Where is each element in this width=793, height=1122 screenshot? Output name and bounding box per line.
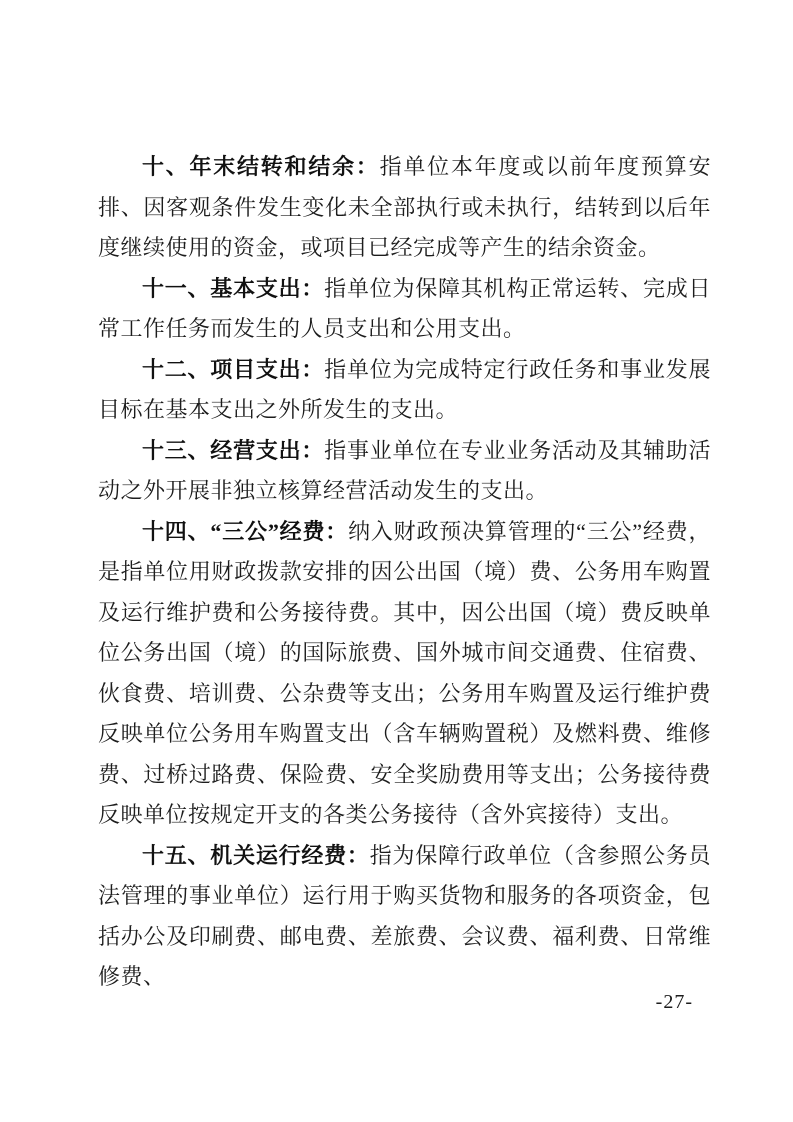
definition-paragraph (98, 431, 711, 512)
definition-paragraph (98, 512, 711, 836)
term-label: 十、年末结转和结余： (142, 154, 380, 179)
document-body (98, 147, 711, 998)
term-label: 十一、基本支出： (142, 275, 325, 301)
definition-paragraph (98, 269, 711, 350)
page-number: -27- (655, 991, 693, 1013)
definition-text: 指单位为保障其机构正常运转、完成日常工作任务而发生的人员支出和公用支出。 (98, 275, 711, 341)
term-label: 十三、经营支出： (142, 437, 325, 463)
definition-text: 指为保障行政单位（含参照公务员法管理的事业单位）运行用于购买货物和服务的各项资金，包括办公及印刷费、邮电费、差旅费、会议费、福利费、日常维修费、 (98, 842, 711, 989)
definition-paragraph (98, 147, 711, 269)
term-label: 十二、项目支出： (142, 356, 325, 382)
definition-paragraph (98, 836, 711, 998)
definition-text: 纳入财政预决算管理的“三公”经费，是指单位用财政拨款安排的因公出国（境）费、公务用车购置及运行维护费和公务接待费。其中，因公出国（境）费反映单位公务出国（境）的国际旅费、国外城市间交通费、住宿费、伙食费、培训费、公杂费等支出；公务用车购置及运行维护费反映单位公务用车购置支出（含车辆购置税）及燃料费、维修费、过桥过路费、保险费、安全奖励费用等支出；公务接待费反映单位按规定开支的各类公务接待（含外宾接待）支出。 (98, 518, 711, 827)
term-label: 十四、“三公”经费： (142, 518, 349, 544)
definition-text: 指单位本年度或以前年度预算安排、因客观条件发生变化未全部执行或未执行，结转到以后年度继续使用的资金，或项目已经完成等产生的结余资金。 (98, 154, 711, 260)
definition-paragraph (98, 350, 711, 431)
definition-text: 指事业单位在专业业务活动及其辅助活动之外开展非独立核算经营活动发生的支出。 (98, 437, 711, 503)
term-label: 十五、机关运行经费： (142, 842, 370, 868)
definition-text: 指单位为完成特定行政任务和事业发展目标在基本支出之外所发生的支出。 (98, 356, 711, 422)
